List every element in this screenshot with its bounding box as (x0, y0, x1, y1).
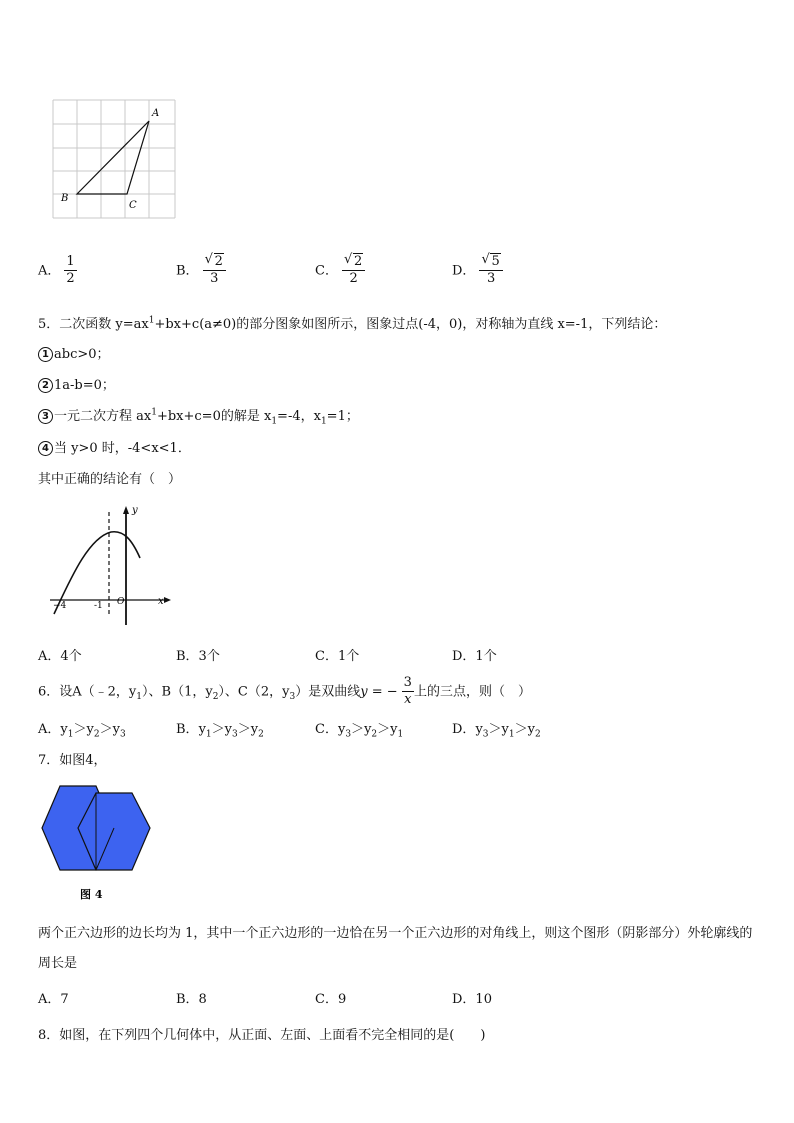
hexagon-figure (36, 782, 156, 907)
q5-statement-1: 1 abc>0； (38, 343, 110, 362)
label-b: B (61, 193, 69, 204)
tick-neg4: −4 (53, 601, 67, 611)
figure-caption: 图 4 (80, 888, 103, 901)
q4-option-b: B． √ 2 3 (176, 255, 226, 287)
x-axis-arrow (164, 597, 171, 603)
sqrt-symbol: √ 2 (204, 252, 223, 269)
sqrt-symbol: √ 5 (481, 252, 500, 269)
label-a: A (152, 108, 160, 119)
q8-stem: 8．如图，在下列四个几何体中，从正面、左面、上面看不完全相同的是( ) (38, 1028, 486, 1043)
q6-option-a: A．$y_1>y_2>y_3$ (38, 722, 126, 740)
circled-number: 2 (38, 378, 53, 393)
q5-statement-3: 3 一元二次方程 $ax^1+bx+c=0$的解是 $x_1=-4$，$x_1=1$； (38, 405, 359, 427)
q6-stem: 6．设A（﹣2，$y_1$）、B（1，$y_2$）、C（2，$y_3$）是双曲线y = − $\frac{3}{x}$ 上的三点，则（ ） (38, 675, 531, 708)
q7-option-c: C．9 (315, 992, 347, 1007)
q5-stem: 5．二次函数 $y=ax^1+bx+c(a\ne 0)$的部分图象如图所示，图象过点(-4，0)，对称轴为直线 x=-1，下列结论： (38, 315, 667, 332)
q5-question: 其中正确的结论有（ ） (38, 472, 182, 487)
q5-option-b: B．3个 (176, 649, 220, 664)
circled-number: 1 (38, 347, 53, 362)
fraction: √ 2 3 (203, 255, 226, 287)
q4-option-a: A． $\frac{1}{2}$ (38, 254, 75, 287)
q7-body: 两个正六边形的边长均为 1，其中一个正六边形的一边恰在另一个正六边形的对角线上，则这个图形（阴影部分）外轮廓线的周长是 (38, 926, 753, 971)
q5-option-c: C．1个 (315, 649, 360, 664)
y-label: y (132, 505, 138, 516)
q4-option-d: D． √ 5 3 (452, 255, 503, 287)
q5-statement-4: 4 当 y>0 时，-4<x<1． (38, 437, 191, 456)
label-c: C (129, 200, 137, 211)
origin-label: O (117, 597, 125, 607)
tick-neg1: -1 (94, 601, 103, 611)
q5-statement-2: 2 1a-b=0； (38, 374, 115, 393)
y-axis-arrow (123, 506, 129, 514)
q4-option-c: C． √ 2 2 (315, 255, 365, 287)
q6-option-d: D．$y_3>y_1>y_2$ (452, 722, 541, 740)
x-label: x (158, 596, 164, 607)
q6-option-c: C．$y_3>y_2>y_1$ (315, 722, 404, 740)
q6-option-b: B．$y_1>y_3>y_2$ (176, 722, 264, 740)
q5-option-a: A．4个 (38, 649, 82, 664)
sqrt-symbol: √ 2 (343, 252, 363, 269)
fraction: √ 5 3 (479, 255, 502, 287)
q7-option-a: A．7 (38, 992, 69, 1007)
q7-option-b: B．8 (176, 992, 207, 1007)
q7-option-d: D．10 (452, 992, 492, 1007)
q7-stem: 7．如图4， (38, 753, 107, 768)
parabola-graph (40, 500, 180, 635)
fraction: $\frac{3}{x}$ (403, 675, 412, 708)
fraction: $\frac{1}{2}$ (66, 254, 75, 287)
q5-option-d: D．1个 (452, 649, 497, 664)
circled-number: 4 (38, 441, 53, 456)
fraction: √ 2 2 (342, 255, 365, 287)
circled-number: 3 (38, 409, 53, 424)
triangle-grid-figure (50, 98, 180, 222)
triangle-abc (77, 121, 149, 194)
